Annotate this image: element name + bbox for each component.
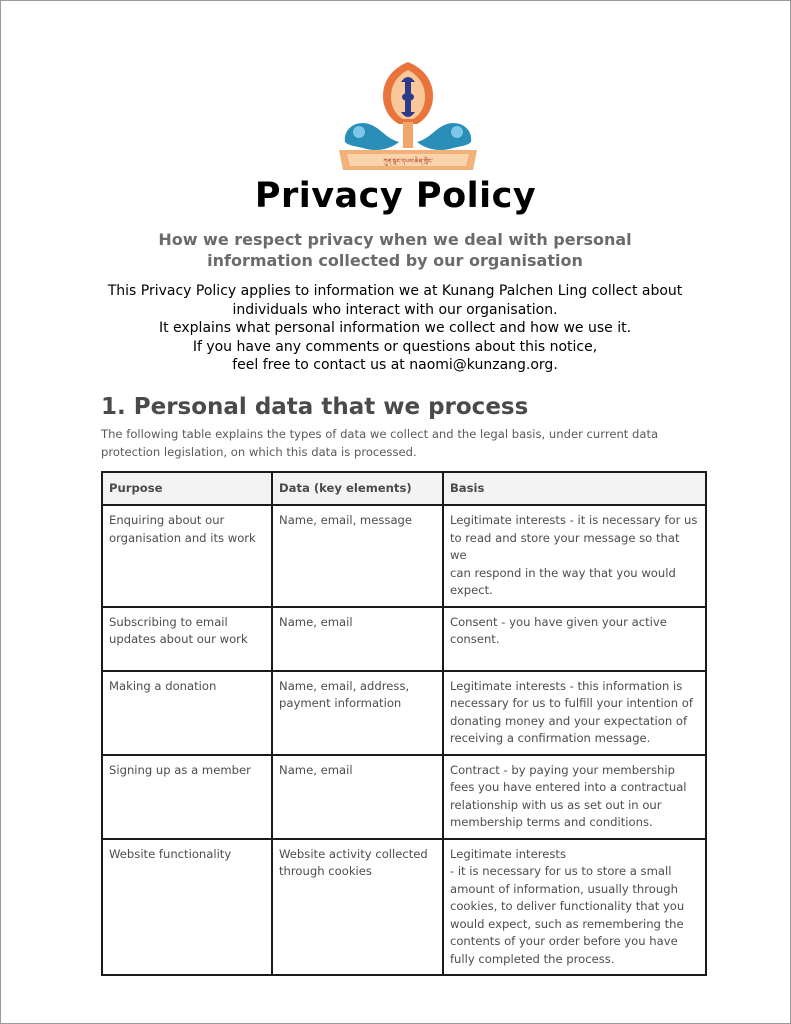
cell-line: Legitimate interests [449, 846, 566, 861]
cell-line: Subscribing to email [109, 614, 228, 629]
table-row [102, 607, 706, 671]
swirl-right [417, 123, 471, 150]
purpose-cell [102, 607, 272, 671]
cell-line: receiving a confirmation message. [449, 731, 651, 745]
cell-line: payment information [279, 696, 402, 710]
cell-line: Signing up as a member [109, 762, 251, 777]
table-row [102, 755, 706, 839]
cell-line: Name, email [279, 614, 353, 629]
cell-line: necessary for us to fulfill your intention of [449, 696, 693, 710]
data-cell [272, 607, 443, 671]
cell-line: organisation and its work [109, 530, 256, 545]
table-row [102, 839, 706, 976]
table-row [102, 671, 706, 755]
stem [403, 122, 413, 148]
cell-line: Website activity collected [279, 846, 428, 861]
basis-cell [443, 505, 706, 607]
cell-line: expect. [449, 583, 493, 597]
cell-line: Name, email, message [279, 513, 413, 527]
purpose-cell [102, 839, 272, 976]
purpose-cell [102, 755, 272, 839]
data-cell [272, 755, 443, 839]
cell-line: Enquiring about our [109, 513, 225, 527]
cell-line: membership terms and conditions. [449, 815, 653, 829]
cell-line: - it is necessary for us to store a small [449, 864, 672, 878]
organisation-logo [333, 58, 483, 178]
intro-paragraph [80, 282, 710, 375]
cell-line: would expect, such as remembering the [449, 916, 684, 931]
cell-line: through cookies [279, 864, 372, 878]
data-cell [272, 505, 443, 607]
cell-line: fees you have entered into a contractual [449, 780, 687, 794]
cell-line: donating money and your expectation of [449, 713, 688, 728]
cell-line: fully completed the process. [449, 951, 615, 966]
cell-line: Making a donation [109, 678, 217, 693]
basis-cell [443, 607, 706, 671]
cell-line: cookies, to deliver functionality that you [449, 899, 685, 913]
purpose-cell [102, 505, 272, 607]
cell-line: Contract - by paying your membership [449, 762, 675, 777]
cell-line: Legitimate interests - it is necessary for us [449, 513, 698, 527]
basis-cell [443, 671, 706, 755]
cell-line: Name, email [279, 762, 353, 777]
cell-line: contents of your order before you have [449, 934, 678, 948]
intro-line: If you have any comments or questions about this notice, [192, 338, 598, 355]
basis-cell [443, 839, 706, 976]
section-description [101, 425, 701, 461]
column-header-basis: Basis [443, 472, 706, 505]
cell-line: amount of information, usually through [449, 881, 678, 896]
section-heading: 1. Personal data that we process [101, 394, 529, 420]
column-header-purpose: Purpose [102, 472, 272, 505]
cell-line: consent. [449, 632, 500, 646]
cell-line: Website functionality [109, 846, 232, 861]
cell-line: can respond in the way that you would [449, 565, 676, 580]
personal-data-table [101, 471, 707, 976]
cell-line: Legitimate interests - this information is [449, 678, 683, 693]
intro-line: individuals who interact with our organisation. [232, 301, 558, 318]
cell-line: to read and store your message so that we [449, 530, 680, 562]
page-title: Privacy Policy [254, 176, 537, 216]
vajra-center [402, 93, 414, 101]
page-subtitle [120, 229, 670, 271]
logo-banner-text: ཀུན་སྣང་དཔལ་ཆེན་གླིང་ [383, 158, 433, 165]
data-cell [272, 839, 443, 976]
intro-line: feel free to contact us at naomi@kunzang.org. [232, 357, 558, 373]
cell-line: relationship with us as set out in our [449, 797, 662, 812]
intro-line: This Privacy Policy applies to information we at Kunang Palchen Ling collect about [107, 283, 683, 299]
swirl-left [345, 123, 399, 150]
table-header-row [102, 472, 706, 505]
data-cell [272, 671, 443, 755]
subtitle-line-2: information collected by our organisation [207, 251, 583, 270]
intro-line: It explains what personal information we collect and how we use it. [158, 320, 632, 336]
column-header-data: Data (key elements) [272, 472, 443, 505]
cell-line: Name, email, address, [279, 678, 410, 693]
cell-line: Consent - you have given your active [449, 614, 667, 629]
cell-line: updates about our work [109, 632, 248, 646]
section-description-line: protection legislation, on which this data is processed. [101, 445, 417, 459]
table-row [102, 505, 706, 607]
subtitle-line-1: How we respect privacy when we deal with personal [158, 230, 632, 249]
purpose-cell [102, 671, 272, 755]
basis-cell [443, 755, 706, 839]
section-description-line: The following table explains the types of data we collect and the legal basis, under current data [101, 427, 659, 441]
